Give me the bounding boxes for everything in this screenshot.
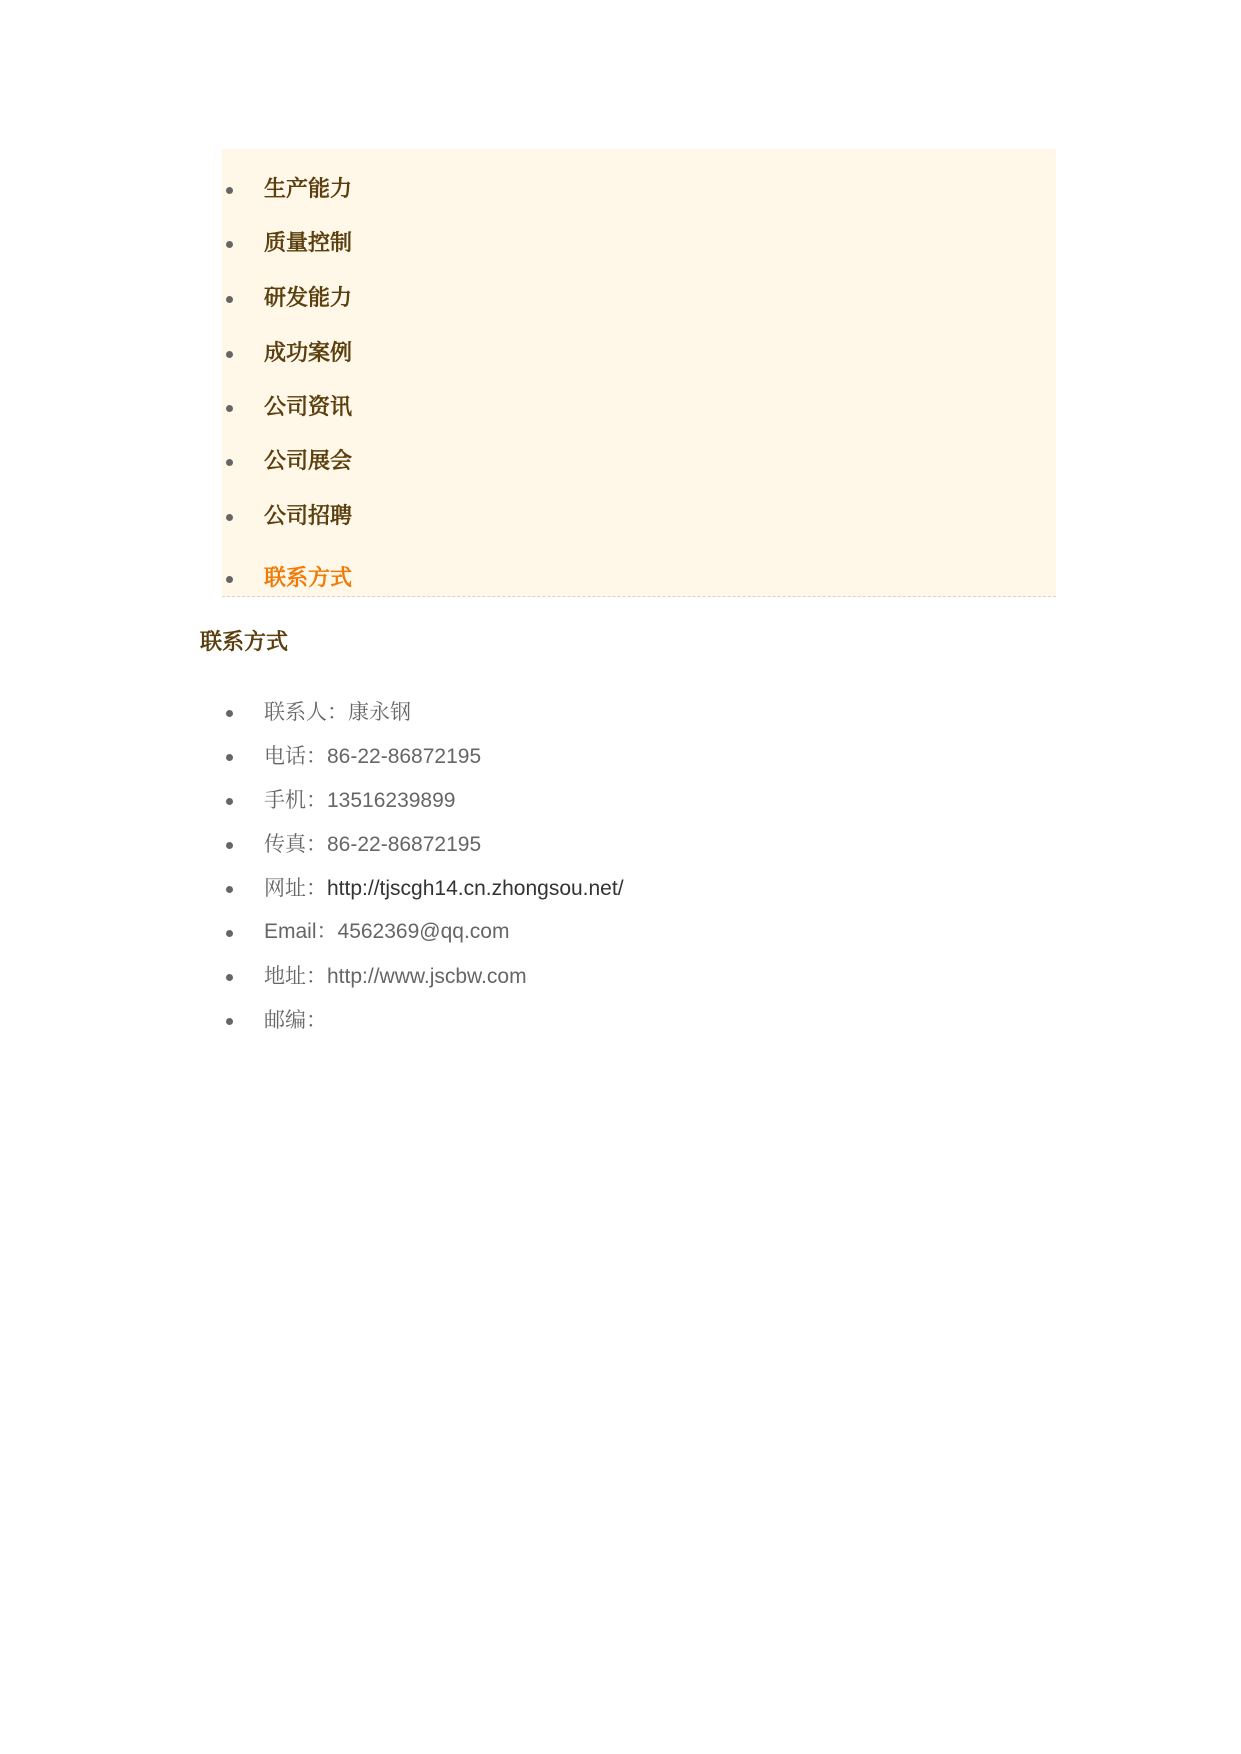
bullet-icon [226,296,233,303]
contact-label: 地址： [264,964,327,988]
nav-item-label: 质量控制 [264,230,353,256]
contact-value: 86-22-86872195 [327,833,482,856]
contact-row [264,873,624,904]
contact-value: http://www.jscbw.com [327,965,527,988]
contact-value: 86-22-86872195 [327,745,482,768]
bullet-icon [226,514,233,521]
bullet-icon [226,576,233,583]
contact-row [264,961,527,992]
bullet-icon [226,930,233,937]
contact-label: 联系人： [264,700,348,724]
contact-row [264,829,481,860]
contact-label: 电话： [264,744,327,768]
bullet-icon [226,1018,233,1025]
nav-item-label: 生产能力 [264,176,353,202]
bullet-icon [226,974,233,981]
bullet-icon [226,187,233,194]
contact-row [264,741,481,772]
bullet-icon [226,842,233,849]
contact-row [264,697,411,727]
contact-row [264,917,509,947]
contact-label: Email： [264,920,338,943]
nav-item-label: 公司招聘 [264,503,353,529]
bullet-icon [226,886,233,893]
contact-label: 传真： [264,832,327,856]
contact-row [264,785,455,816]
section-title: 联系方式 [200,629,289,655]
nav-item-label: 联系方式 [264,565,353,591]
bullet-icon [226,459,233,466]
website-link[interactable]: http://tjscgh14.cn.zhongsou.net/ [327,877,624,900]
nav-item-label: 研发能力 [264,285,353,311]
nav-item-label: 公司展会 [264,448,353,474]
contact-label: 手机： [264,788,327,812]
contact-value: 4562369@qq.com [337,920,510,943]
contact-value: 13516239899 [327,789,456,812]
contact-label: 邮编： [264,1008,327,1032]
contact-value: 康永钢 [348,700,411,724]
nav-item-label: 公司资讯 [264,394,353,420]
contact-row [264,1005,327,1036]
bullet-icon [226,798,233,805]
sidebar-nav-panel [222,149,1056,597]
contact-label: 网址： [264,876,327,900]
bullet-icon [226,710,233,717]
bullet-icon [226,754,233,761]
bullet-icon [226,351,233,358]
bullet-icon [226,241,233,248]
nav-item-label: 成功案例 [264,340,353,366]
bullet-icon [226,405,233,412]
